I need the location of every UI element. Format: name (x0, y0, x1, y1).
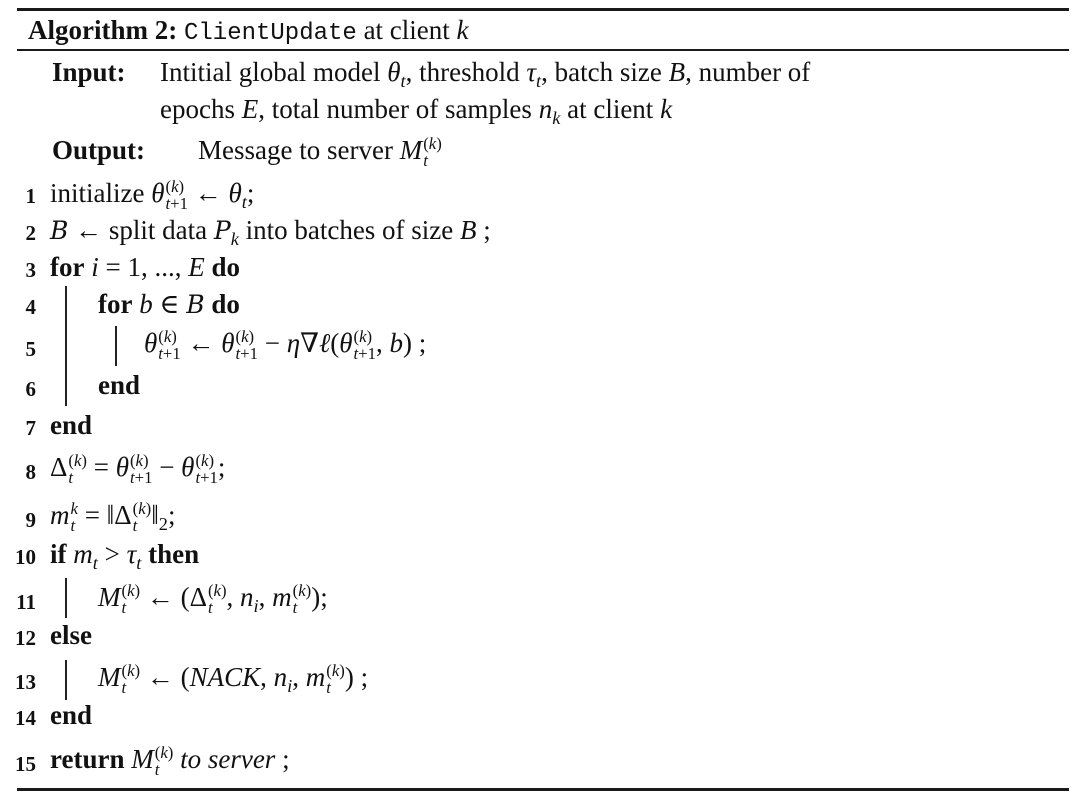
input-label: Input: (52, 57, 126, 87)
line-number: 5 (25, 337, 36, 361)
caption-rule (17, 49, 1069, 51)
indent-bar-then (65, 578, 67, 618)
line-number: 8 (25, 460, 36, 484)
line-number: 2 (25, 221, 36, 245)
indent-bar-for-inner (115, 326, 117, 366)
algo-line-13: M (k) t ← (NACK, $n_i$, m (k) t ) ; (98, 661, 369, 697)
algorithm-suffix: at client k (363, 15, 469, 45)
input-line-1: Intitial global model $\theta_t$, threshold $\tau_t$, batch size B, number of (160, 57, 811, 91)
line-number: 6 (25, 377, 36, 401)
top-rule (17, 8, 1069, 11)
line-number: 7 (25, 416, 36, 440)
algo-line-6: end (98, 370, 141, 400)
output-label: Output: (52, 135, 146, 165)
line-number: 10 (15, 545, 36, 569)
algo-line-12: else (50, 620, 92, 650)
indent-bar-else (65, 660, 67, 700)
algo-line-15: return M (k) t to server ; (50, 743, 290, 779)
output-text: Message to server M (k) t (198, 134, 442, 170)
line-number: 12 (15, 626, 36, 650)
algo-line-10: if $m_t > \tau_t$ then (50, 539, 200, 573)
algorithm-caption (28, 12, 469, 52)
algo-line-11: M (k) t ← (Δ (k) t , $n_i$, m (k) t ); (98, 581, 328, 617)
algo-line-14: end (50, 700, 93, 730)
algo-line-4: for b ∈ B do (98, 289, 240, 319)
algo-line-3: for i = 1, ..., E do (50, 252, 241, 282)
algo-line-2: B ← split data $P_k$ into batches of size B ; (50, 215, 491, 249)
bottom-rule (17, 788, 1069, 791)
line-number: 15 (15, 752, 36, 776)
input-line-2: epochs E, total number of samples $n_k$ at client k (160, 94, 673, 128)
line-number: 9 (25, 508, 36, 532)
algo-line-9: m k t = ‖Δ (k) t $‖_2$; (50, 499, 176, 535)
algo-line-5: θ (k) t+1 ← θ (k) t+1 − η∇ℓ(θ (k) t+1 , b) ; (144, 327, 427, 363)
algorithm-label: Algorithm 2: (28, 15, 178, 45)
line-number: 4 (25, 295, 36, 319)
line-number: 11 (16, 590, 36, 614)
indent-bar-for-outer (65, 286, 67, 406)
algo-line-7: end (50, 410, 93, 440)
algo-line-1: initialize θ (k) t+1 ← $\theta_t$; (50, 177, 255, 213)
algo-line-8: Δ (k) t = θ (k) t+1 − θ (k) t+1 ; (50, 451, 226, 487)
line-number: 13 (15, 670, 36, 694)
algorithm-name: ClientUpdate (183, 20, 357, 47)
line-number: 1 (25, 184, 36, 208)
line-number: 3 (25, 258, 36, 282)
line-number: 14 (15, 706, 36, 730)
